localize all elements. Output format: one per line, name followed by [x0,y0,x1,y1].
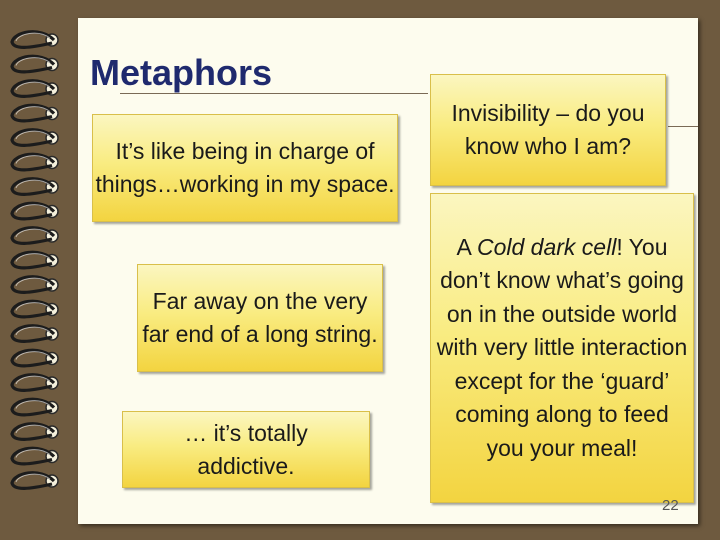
binding-ring [12,130,58,146]
metaphor-box-in-charge [92,114,398,222]
metaphor-text-addictive: … it’s totally addictive. [184,419,308,479]
binding-ring [12,326,58,342]
binding-ring [12,154,58,170]
binding-ring [12,179,58,195]
binding-ring [12,252,58,268]
binding-ring [12,56,58,72]
binding-ring [12,448,58,464]
metaphor-box-cold-cell [430,193,694,503]
binding-ring [12,399,58,415]
binding-ring [12,203,58,219]
metaphor-text-far-away: Far away on the very far end of a long string. [142,288,378,347]
binding-ring [12,473,58,489]
metaphor-box-far-away [137,264,383,372]
binding-ring [12,105,58,121]
metaphor-text-in-charge: It’s like being in charge of things…working in my space. [95,138,395,197]
slide-number: 22 [662,497,679,514]
cold-cell-rest: ! You don’t know what’s going on in the outside world with very little interaction except for the ‘guard’ coming along to feed you your meal! [436,233,688,461]
binding-ring [12,424,58,440]
binding-ring [12,277,58,293]
cold-cell-emphasis: Cold dark cell [476,233,617,260]
binding-ring [12,350,58,366]
metaphor-text-cold-cell [431,231,693,466]
binding-ring [12,375,58,391]
metaphor-text-invisibility: Invisibility – do you know who I am? [451,100,645,159]
slide-title: Metaphors [90,52,273,93]
metaphor-box-addictive [122,411,370,488]
binding-ring [12,228,58,244]
binding-ring [12,301,58,317]
cold-cell-lead: A [456,233,477,260]
spiral-binding [0,0,78,540]
binding-ring [12,81,58,97]
rule-line-right [668,126,698,127]
binding-ring [12,32,58,48]
metaphor-box-invisibility [430,74,666,186]
